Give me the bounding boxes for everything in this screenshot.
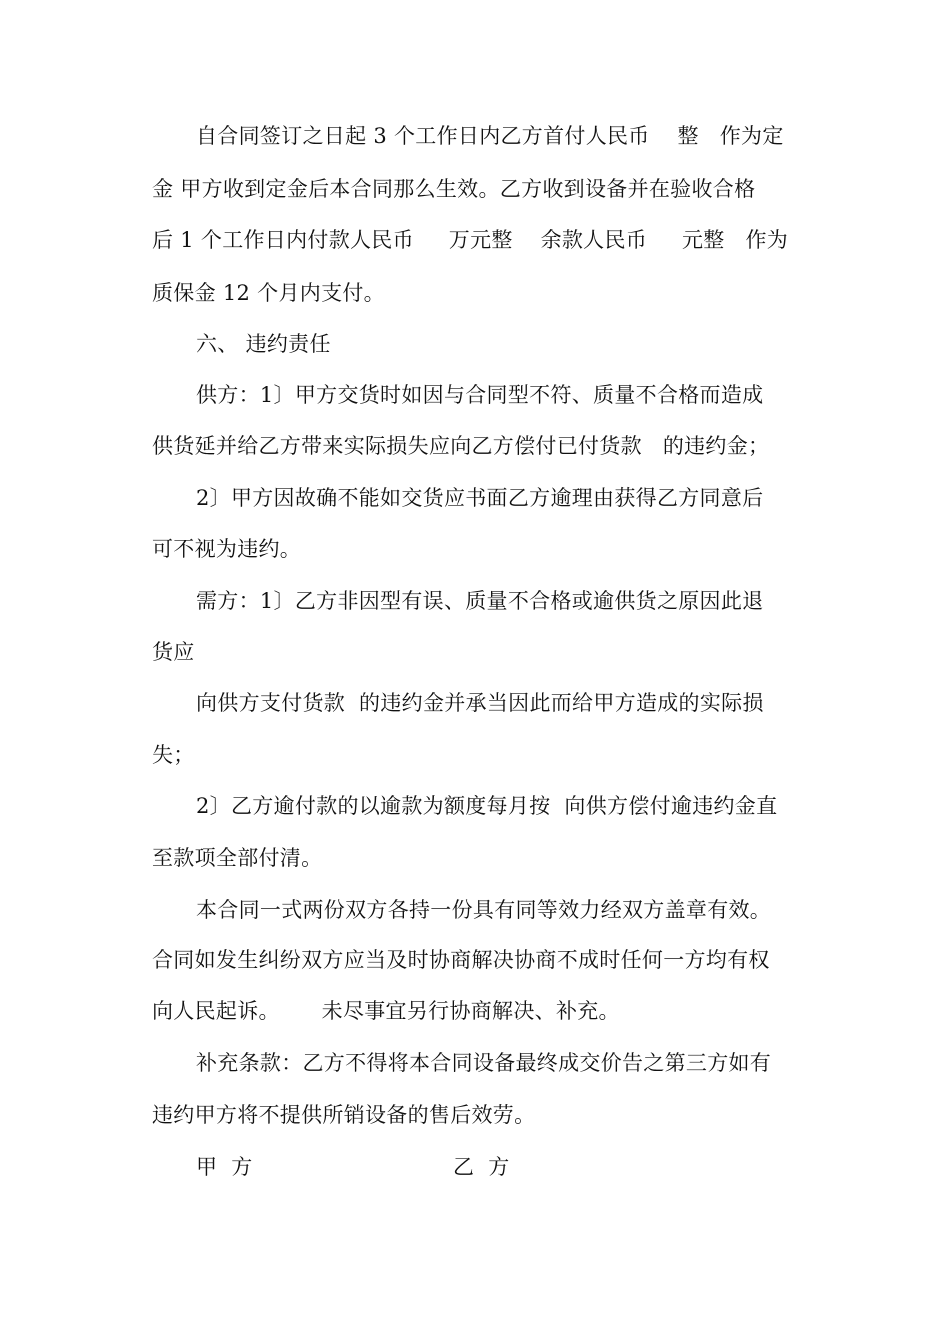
- general-clause-line-3: 向人民起诉。 未尽事宜另行协商解决、补充。: [152, 999, 620, 1023]
- buyer-clause-1-line-2: 货应: [152, 640, 195, 664]
- buyer-clause-2-line-2: 至款项全部付清。: [152, 846, 323, 870]
- buyer-clause-2-line-1: 2〕乙方逾付款的以逾款为额度每月按 向供方偿付逾违约金直: [196, 794, 778, 818]
- payment-clause-line-1: 自合同签订之日起 3 个工作日内乙方首付人民币 整 作为定: [196, 124, 784, 148]
- signature-party-a: 甲 方: [196, 1155, 253, 1179]
- buyer-clause-1-cont-line-2: 失；: [152, 743, 195, 767]
- general-clause-line-1: 本合同一式两份双方各持一份具有同等效力经双方盖章有效。: [196, 898, 772, 922]
- supplier-clause-2-line-1: 2〕甲方因故确不能如交货应书面乙方逾理由获得乙方同意后: [196, 486, 764, 510]
- supplier-clause-2-line-2: 可不视为违约。: [152, 537, 302, 561]
- buyer-clause-1-line-1: 需方：1〕乙方非因型有误、质量不合格或逾供货之原因此退: [196, 589, 764, 613]
- supplier-clause-1-line-1: 供方：1〕甲方交货时如因与合同型不符、质量不合格而造成: [196, 383, 764, 407]
- payment-clause-line-3: 后 1 个工作日内付款人民币 万元整 余款人民币 元整 作为: [152, 228, 789, 252]
- signature-party-b: 乙 方: [453, 1155, 510, 1179]
- payment-clause-line-4: 质保金 12 个月内支付。: [152, 281, 385, 305]
- buyer-clause-1-cont-line-1: 向供方支付货款 的违约金并承当因此而给甲方造成的实际损: [196, 691, 764, 715]
- supplier-clause-1-line-2: 供货延并给乙方带来实际损失应向乙方偿付已付货款 的违约金；: [152, 434, 770, 458]
- general-clause-line-2: 合同如发生纠纷双方应当及时协商解决协商不成时任何一方均有权: [152, 948, 770, 972]
- supplementary-clause-line-1: 补充条款：乙方不得将本合同设备最终成交价告之第三方如有: [196, 1051, 772, 1075]
- payment-clause-line-2: 金 甲方收到定金后本合同那么生效。乙方收到设备并在验收合格: [152, 177, 756, 201]
- supplementary-clause-line-2: 违约甲方将不提供所销设备的售后效劳。: [152, 1103, 536, 1127]
- section-heading: 六、 违约责任: [196, 332, 331, 356]
